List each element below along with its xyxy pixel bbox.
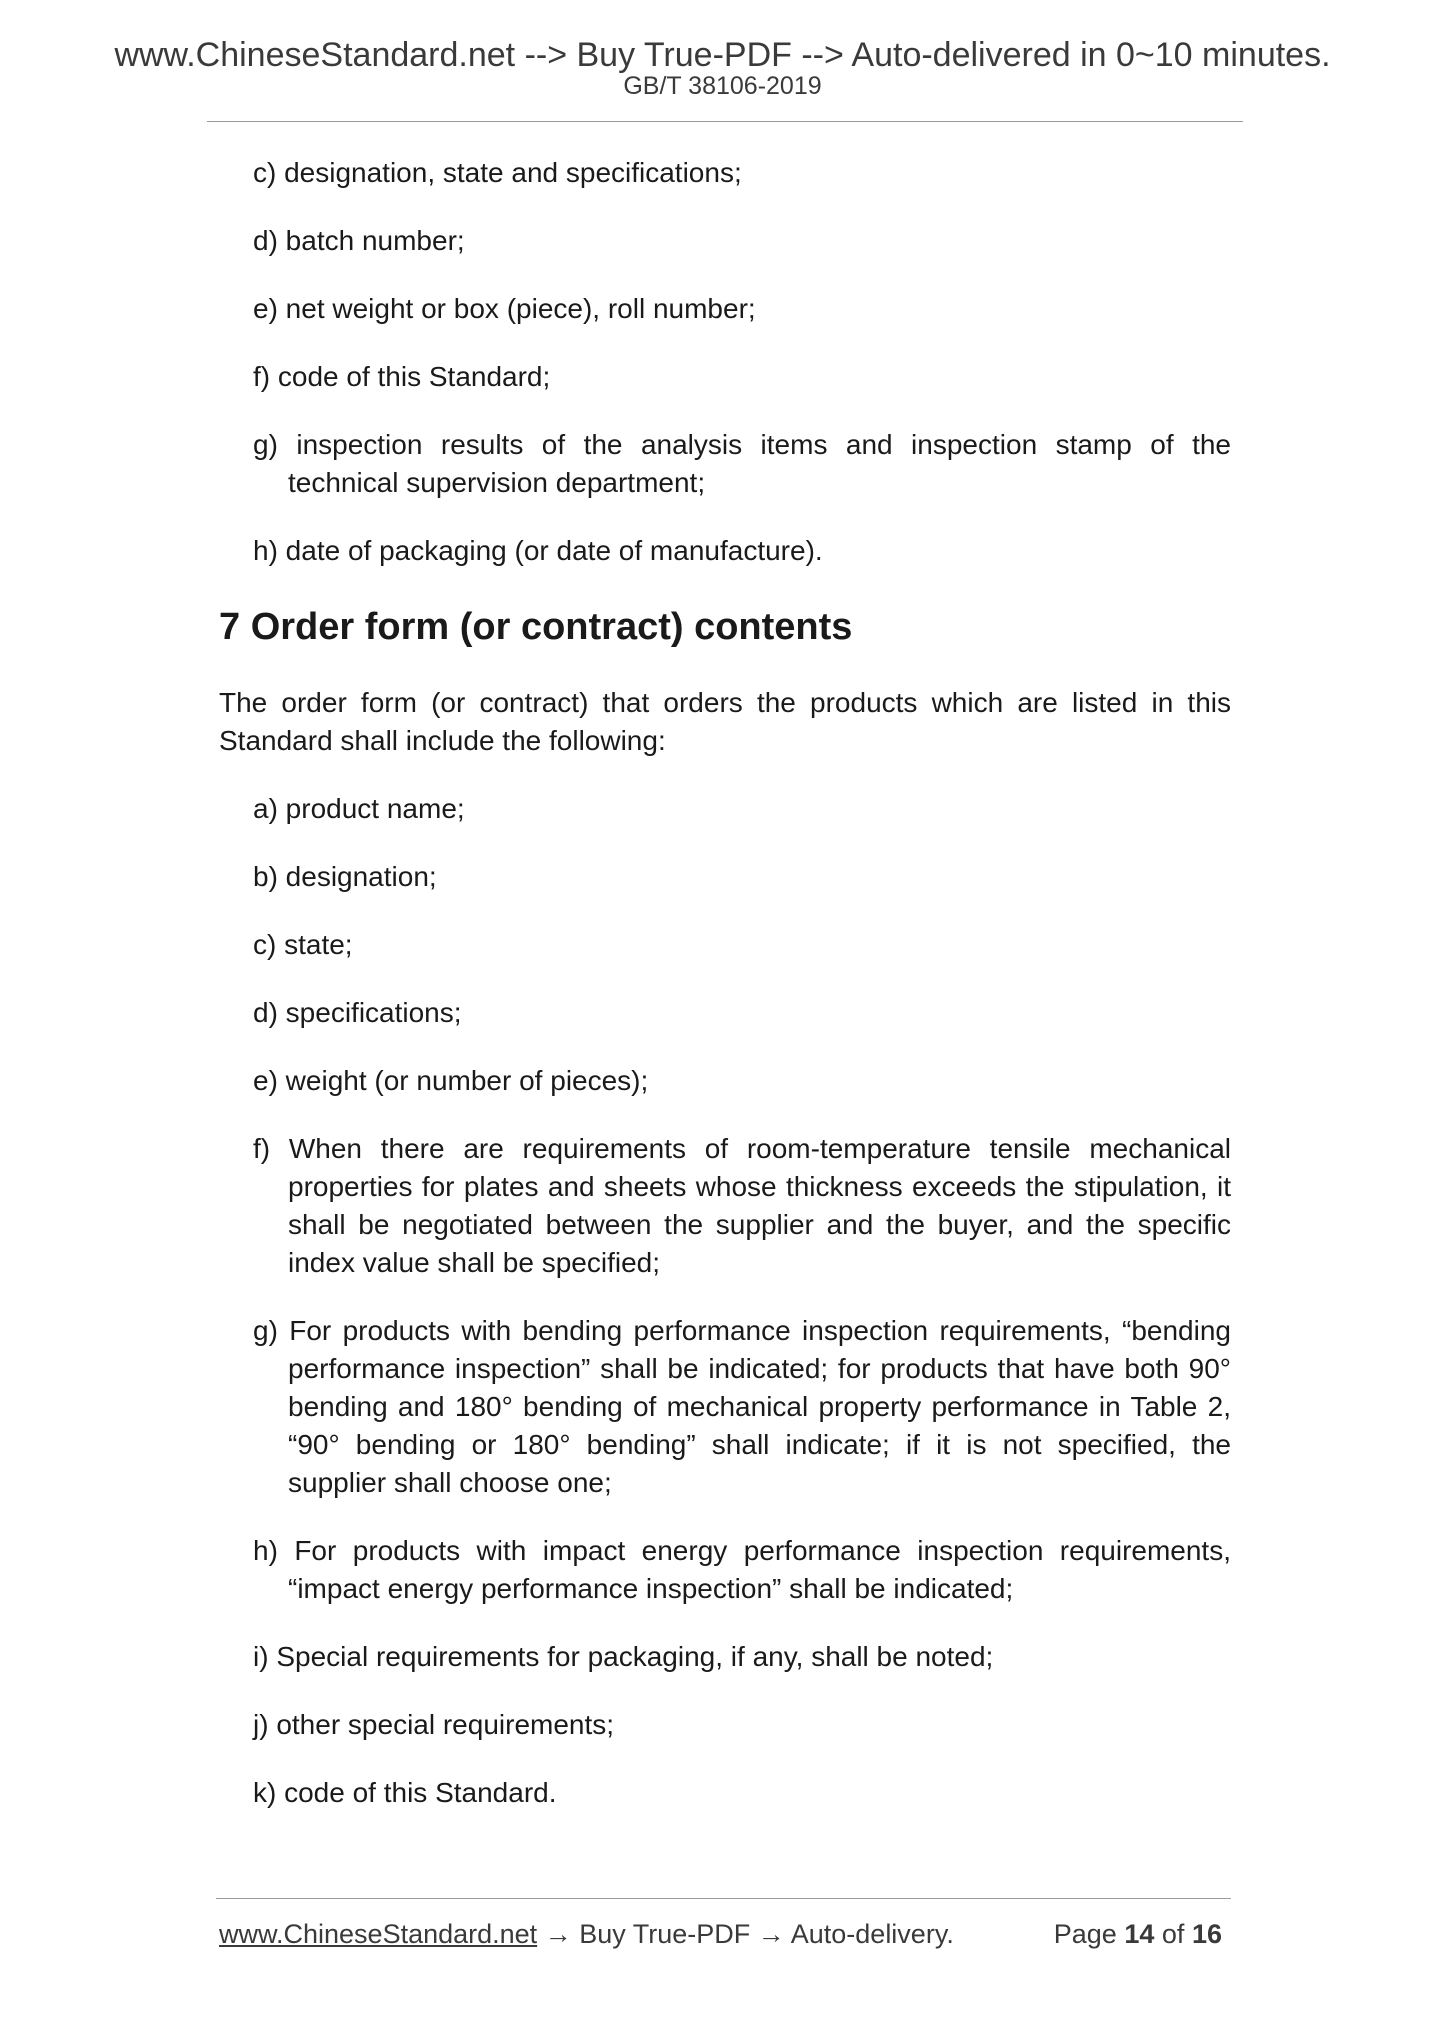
list-item: e) weight (or number of pieces); — [253, 1065, 649, 1096]
header-divider — [207, 121, 1243, 122]
section-intro: The order form (or contract) that orders the products which are listed in this Standard shall include the following: — [219, 687, 1231, 756]
list-item: d) batch number; — [253, 225, 465, 256]
page-content — [219, 154, 1231, 1842]
list-item: h) For products with impact energy performance inspection requirements, “impact energy performance inspection” shall be indicated; — [253, 1535, 1231, 1604]
list-item: c) state; — [253, 929, 353, 960]
list-item: g) For products with bending performance inspection requirements, “bending performance inspection” shall be indicated; for products that have both 90° bending and 180° bending of mechanical property performance in Table 2, “90° bending or 180° bending” shall indicate; if it is not specified, the supplier shall choose one; — [253, 1315, 1231, 1498]
list-item: g) inspection results of the analysis items and inspection stamp of the technical supervision department; — [253, 429, 1231, 498]
list-item: d) specifications; — [253, 997, 462, 1028]
footer-website-link[interactable]: www.ChineseStandard.net — [219, 1919, 538, 1949]
footer-divider — [216, 1898, 1231, 1899]
page-number: 14 — [1124, 1919, 1155, 1949]
page-counter — [1054, 1919, 1222, 1950]
list-item: f) When there are requirements of room-temperature tensile mechanical properties for plates and sheets whose thickness exceeds the stipulation, it shall be negotiated between the supplier and the buyer, and the specific index value shall be specified; — [253, 1133, 1231, 1278]
list-item: c) designation, state and specifications; — [253, 157, 742, 188]
list-item: b) designation; — [253, 861, 437, 892]
list-item: i) Special requirements for packaging, if any, shall be noted; — [253, 1641, 994, 1672]
document-code: GB/T 38106-2019 — [623, 72, 822, 100]
list-item: h) date of packaging (or date of manufacture). — [253, 535, 823, 566]
list-item: e) net weight or box (piece), roll number; — [253, 293, 756, 324]
footer-link-area — [219, 1919, 954, 1950]
footer-tagline: → Buy True-PDF → Auto-delivery. — [537, 1919, 954, 1949]
total-pages: 16 — [1191, 1919, 1222, 1949]
list-item: a) product name; — [253, 793, 465, 824]
section-heading: 7 Order form (or contract) contents — [219, 606, 853, 648]
list-item: j) other special requirements; — [253, 1709, 615, 1740]
page-label: Page — [1053, 1919, 1117, 1949]
of-label: of — [1161, 1919, 1185, 1949]
list-item: k) code of this Standard. — [253, 1777, 557, 1808]
top-banner: www.ChineseStandard.net --> Buy True-PDF --> Auto-delivered in 0~10 minutes. — [114, 36, 1331, 74]
list-item: f) code of this Standard; — [253, 361, 551, 392]
